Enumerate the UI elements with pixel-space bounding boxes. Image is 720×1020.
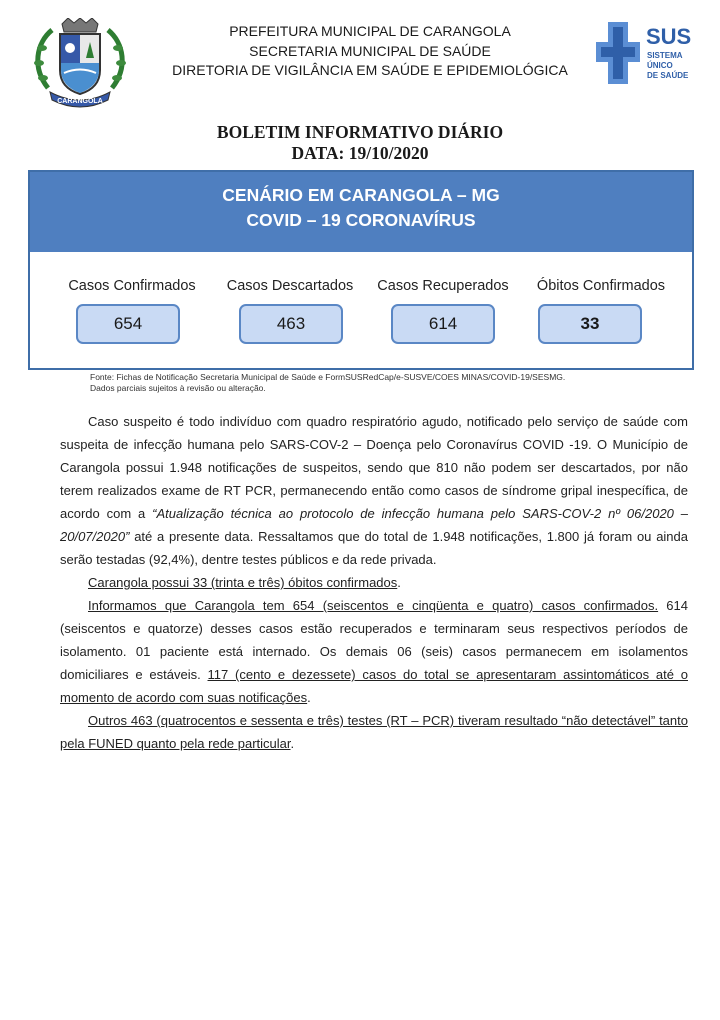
confirmed-statement: Informamos que Carangola tem 654 (seiscentos e cinqüenta e quatro) casos confirmados. bbox=[88, 598, 659, 613]
seal-text: CARANGOLA bbox=[57, 98, 103, 105]
stat-label-recovered: Casos Recuperados bbox=[377, 278, 509, 294]
paragraph-tests: Outros 463 (quatrocentos e sessenta e três) testes (RT – PCR) tiveram resultado “não detectável” tanto pela FUNED quanto pela rede particular. bbox=[60, 713, 688, 751]
sus-logo-word: SUS bbox=[646, 24, 692, 49]
sus-logo-sub1: SISTEMA bbox=[647, 51, 683, 60]
sus-logo bbox=[596, 22, 694, 92]
source-note bbox=[90, 372, 690, 394]
sus-logo-sub3: DE SAÚDE bbox=[647, 71, 689, 80]
stat-value-deaths: 33 bbox=[538, 304, 642, 344]
paragraph-1-text: Caso suspeito é todo indivíduo com quadro respiratório agudo, notificado pelo serviço de saúde com suspeita de infecção humana pelo SARS-COV-2 – Doença pelo Coronavírus COVID -19. O Município de Carangola possui 1.948 notificações de suspeitos, sendo que 810 não podem ser descartados, por não terem realizados exame de RT PCR, permanecendo então como casos de síndrome gripal inespecífica, de acordo com a bbox=[60, 414, 688, 521]
paragraph-confirmed-cases: Informamos que Carangola tem 654 (seiscentos e cinqüenta e quatro) casos confirmados. 614 (seiscentos e quatorze) desses casos estão recuperados e terminaram seus respectivos períodos de isolamento. 01 paciente está internado. Os demais 06 (seis) casos permanecem em isolamentos domiciliares e estáveis. 117 (cento e dezessete) casos do total se apresentaram assintomáticos até o momento de acordo com suas notificações. bbox=[60, 598, 688, 705]
tests-statement: Outros 463 (quatrocentos e sessenta e três) testes (RT – PCR) tiveram resultado “não detectável” tanto pela FUNED quanto pela rede particular bbox=[60, 713, 688, 751]
panel-heading-line-1: CENÁRIO EM CARANGOLA – MG bbox=[222, 185, 500, 205]
stat-label-confirmed: Casos Confirmados bbox=[68, 278, 196, 294]
stat-value-recovered: 614 bbox=[391, 304, 495, 344]
protocol-citation: “Atualização técnica ao protocolo de infecção humana pelo SARS-COV-2 nº 06/2020 – 20/07/2020” bbox=[60, 506, 689, 544]
sus-logo-sub2: ÚNICO bbox=[647, 61, 673, 70]
paragraph-deaths: Carangola possui 33 (trinta e três) óbitos confirmados. bbox=[88, 575, 401, 590]
stat-label-discarded: Casos Descartados bbox=[226, 278, 354, 294]
deaths-statement: Carangola possui 33 (trinta e três) óbitos confirmados bbox=[88, 575, 398, 590]
panel-heading bbox=[30, 172, 692, 252]
bulletin-title: BOLETIM INFORMATIVO DIÁRIO bbox=[216, 122, 504, 142]
source-line-2: Dados parciais sujeitos à revisão ou alteração. bbox=[90, 383, 266, 393]
source-line-1: Fonte: Fichas de Notificação Secretaria Municipal de Saúde e FormSUSRedCap/e-SUSVE/COES MINAS/COVID-19/SESMG. bbox=[90, 372, 566, 382]
municipal-seal-logo bbox=[30, 18, 130, 110]
bulletin-body bbox=[60, 410, 688, 755]
covid-scenario-panel bbox=[28, 170, 694, 370]
asymptomatic-statement: 117 (cento e dezessete) casos do total se apresentaram assintomáticos até o momento de acordo com suas notificações bbox=[60, 667, 688, 705]
paragraph-suspected-cases bbox=[60, 410, 688, 571]
stat-label-deaths: Óbitos Confirmados bbox=[536, 278, 666, 294]
bulletin-date: DATA: 19/10/2020 bbox=[291, 143, 429, 163]
header-line-1: PREFEITURA MUNICIPAL DE CARANGOLA bbox=[229, 23, 511, 39]
stat-value-confirmed: 654 bbox=[76, 304, 180, 344]
panel-heading-line-2: COVID – 19 CORONAVÍRUS bbox=[246, 210, 476, 230]
document-header bbox=[150, 22, 590, 81]
recovered-statement: 614 (seiscentos e quatorze) desses casos estão recuperados e terminaram seus respectivos períodos de isolamento. 01 paciente está internado. Os demais 06 (seis) casos permanecem em isolamentos domiciliares e estáveis. bbox=[60, 598, 688, 682]
header-line-3: DIRETORIA DE VIGILÂNCIA EM SAÚDE E EPIDEMIOLÓGICA bbox=[172, 62, 568, 78]
paragraph-1-text-end: até a presente data. Ressaltamos que do total de 1.948 notificações, 1.800 já foram ou ainda serão testadas (92,4%), dentre testes públicos e da rede privada. bbox=[60, 529, 688, 567]
stat-value-discarded: 463 bbox=[239, 304, 343, 344]
header-line-2: SECRETARIA MUNICIPAL DE SAÚDE bbox=[249, 42, 491, 59]
